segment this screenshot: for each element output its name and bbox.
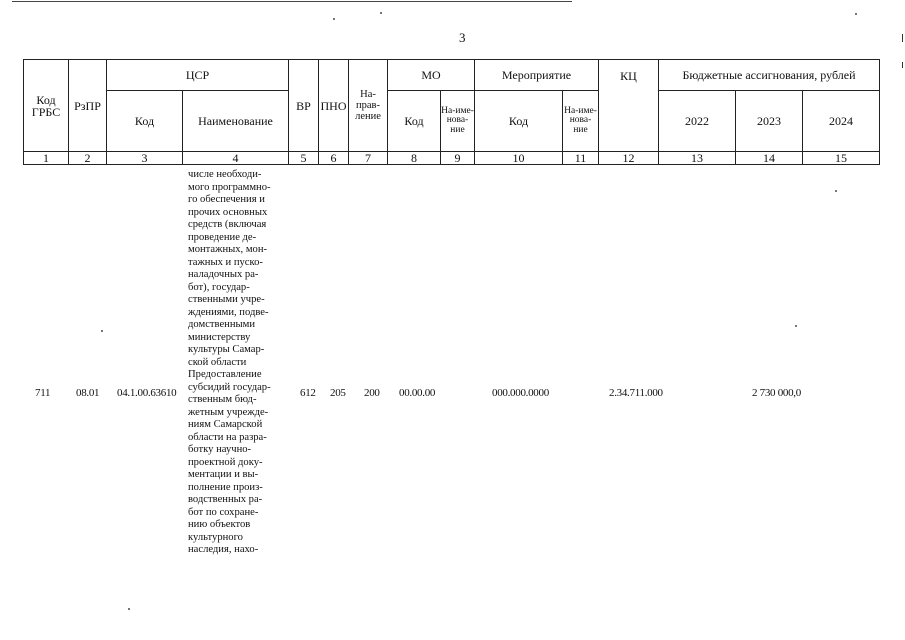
- header-rzpr: РзПР: [69, 60, 107, 152]
- description-line: домственными: [188, 319, 255, 330]
- description-line: ментации и вы-: [188, 469, 259, 480]
- header-mo: МО: [388, 60, 475, 91]
- row-kc: 2.34.711.000: [609, 387, 663, 399]
- header-csr-name: Наименование: [183, 91, 289, 152]
- description-line: го обеспечения и: [188, 194, 265, 205]
- description-line: ждениями, подве-: [188, 306, 269, 318]
- description-line: культурного: [188, 531, 243, 543]
- row-description: [188, 169, 292, 557]
- row-rzpr: 08.01: [76, 387, 100, 399]
- description-line: бот), государ-: [188, 281, 250, 293]
- description-line: тажных и пуско-: [188, 256, 263, 268]
- column-number: 12: [599, 152, 659, 165]
- header-year-2024: 2024: [803, 91, 880, 152]
- description-line: нию объектов: [188, 519, 251, 530]
- description-line: ственным бюд-: [188, 394, 257, 405]
- column-number: 14: [736, 152, 803, 165]
- header-csr-kod: Код: [107, 91, 183, 152]
- column-number: 15: [803, 152, 880, 165]
- description-line: проектной доку-: [188, 456, 263, 468]
- row-pno: 205: [330, 387, 346, 399]
- row-mer-kod: 000.000.0000: [492, 387, 549, 399]
- header-kc: КЦ: [599, 60, 659, 152]
- scan-speck: [101, 330, 103, 332]
- header-kod-grbs: Код ГРБС: [24, 60, 69, 152]
- description-line: ской области: [188, 356, 247, 368]
- description-line: прочих основных: [188, 206, 268, 218]
- description-line: министерству: [188, 331, 251, 343]
- column-number: 9: [441, 152, 475, 165]
- scan-speck: [333, 18, 335, 20]
- row-napravlenie: 200: [364, 387, 380, 399]
- description-line: мого программно-: [188, 181, 271, 193]
- description-line: проведение де-: [188, 231, 257, 243]
- scan-speck: [380, 12, 382, 14]
- header-budget: Бюджетные ассигнования, рублей: [659, 60, 880, 91]
- column-number: 13: [659, 152, 736, 165]
- column-number: 6: [319, 152, 349, 165]
- description-line: области на разра-: [188, 431, 267, 443]
- header-vr: ВР: [289, 60, 319, 152]
- column-number: 10: [475, 152, 563, 165]
- budget-table-header: [23, 59, 880, 165]
- header-mo-kod: Код: [388, 91, 441, 152]
- header-pno: ПНО: [319, 60, 349, 152]
- header-mer-name: На-име-нова-ние: [563, 91, 599, 152]
- description-line: водственных ра-: [188, 494, 263, 505]
- column-number: 3: [107, 152, 183, 165]
- column-number: 4: [183, 152, 289, 165]
- scan-speck: [128, 608, 130, 610]
- row-vr: 612: [300, 387, 316, 399]
- column-number: 1: [24, 152, 69, 165]
- description-line: ственными учре-: [188, 294, 265, 305]
- scan-top-line: [12, 1, 572, 2]
- scan-edge-mark: [902, 34, 903, 42]
- row-kod-grbs: 711: [35, 387, 51, 399]
- column-number: 8: [388, 152, 441, 165]
- scan-speck: [795, 325, 797, 327]
- description-line: бот по сохране-: [188, 506, 259, 518]
- description-line: Предоставление: [188, 369, 262, 380]
- column-number: 5: [289, 152, 319, 165]
- header-csr: ЦСР: [107, 60, 289, 91]
- scan-speck: [835, 190, 837, 192]
- row-csr-kod: 04.1.00.63610: [117, 387, 177, 399]
- description-line: субсидий государ-: [188, 381, 271, 393]
- header-meropriyatie: Мероприятие: [475, 60, 599, 91]
- description-line: культуры Самар-: [188, 344, 265, 355]
- description-line: наладочных ра-: [188, 269, 259, 280]
- description-line: числе необходи-: [188, 169, 262, 180]
- row-amount-2023: 2 730 000,0: [752, 387, 801, 399]
- header-year-2022: 2022: [659, 91, 736, 152]
- row-mo-kod: 00.00.00: [399, 387, 436, 399]
- header-mo-name: На-име-нова-ние: [441, 91, 475, 152]
- column-number: 2: [69, 152, 107, 165]
- scan-speck: [855, 13, 857, 15]
- header-mer-kod: Код: [475, 91, 563, 152]
- description-line: наследия, нахо-: [188, 544, 259, 555]
- description-line: ниям Самарской: [188, 419, 263, 430]
- description-line: ботку научно-: [188, 444, 252, 455]
- scan-edge-mark: [902, 62, 903, 68]
- header-napravlenie: На-прав-ление: [349, 60, 388, 152]
- page-number: 3: [459, 30, 466, 45]
- description-line: монтажных, мон-: [188, 244, 268, 255]
- description-line: жетным учрежде-: [188, 406, 269, 418]
- header-year-2023: 2023: [736, 91, 803, 152]
- column-number: 11: [563, 152, 599, 165]
- description-line: полнение произ-: [188, 481, 263, 493]
- column-number: 7: [349, 152, 388, 165]
- description-line: средств (включая: [188, 219, 267, 230]
